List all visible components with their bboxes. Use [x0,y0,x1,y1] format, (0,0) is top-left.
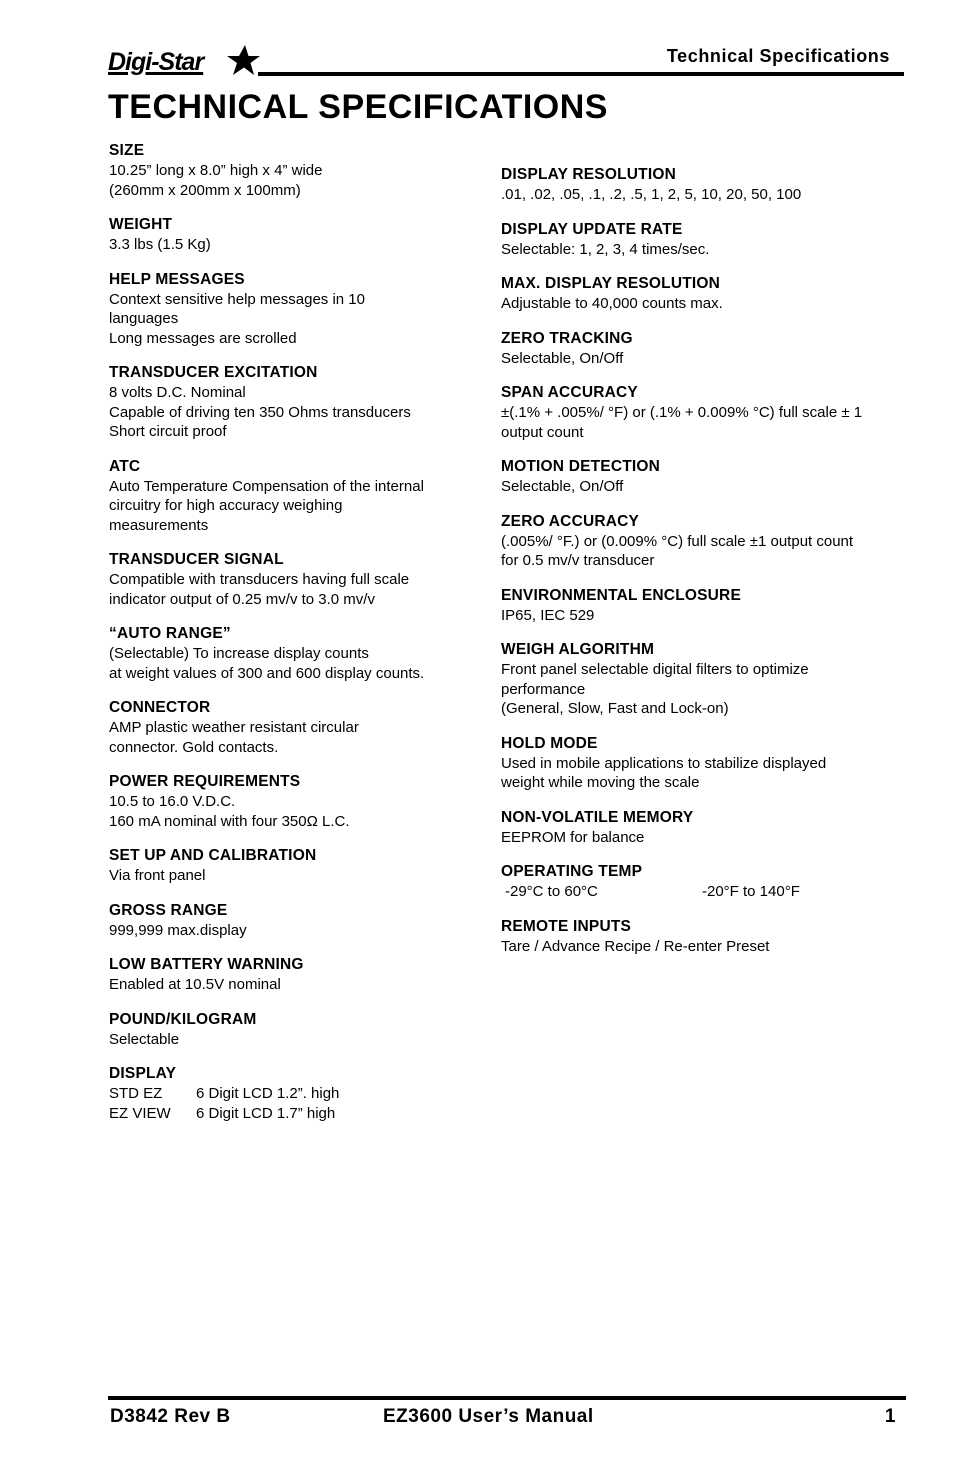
spec-non-volatile-memory [501,808,921,848]
spec-pound-kilogram [109,1010,489,1050]
spec-title: WEIGH ALGORITHM [501,641,655,658]
spec-transducer-excitation [109,363,489,442]
spec-line: (Selectable) To increase display counts [109,645,369,662]
spec-line: 10.25” long x 8.0” high x 4” wide [109,162,323,179]
spec-help-messages [109,270,489,349]
spec-line: weight while moving the scale [501,774,700,791]
left-spec-column [109,141,489,1123]
spec-title: MAX. DISPLAY RESOLUTION [501,275,721,292]
display-desc: 6 Digit LCD 1.2”. high [196,1085,340,1102]
spec-line: Selectable, On/Off [501,349,624,367]
spec-line: AMP plastic weather resistant circular [109,719,359,736]
spec-line: measurements [109,516,209,534]
footer-rule [108,1396,906,1400]
spec-line: (General, Slow, Fast and Lock-on) [501,700,729,717]
spec-title: ENVIRONMENTAL ENCLOSURE [501,586,741,604]
spec-line: 160 mA nominal with four 350Ω L.C. [109,812,350,830]
spec-operating-temp [501,862,921,902]
spec-line: Tare / Advance Recipe / Re-enter Preset [501,937,770,955]
spec-line: Capable of driving ten 350 Ohms transducers [109,403,411,421]
spec-line: Auto Temperature Compensation of the internal [109,477,424,495]
spec-line: IP65, IEC 529 [501,606,595,624]
spec-display-update-rate [501,220,921,260]
spec-title: DISPLAY [109,1065,177,1082]
spec-title: ZERO ACCURACY [501,512,640,530]
logo-text: Digi-Star [108,48,204,76]
spec-connector [109,698,489,757]
spec-line: 8 volts D.C. Nominal [109,384,246,401]
spec-environmental-enclosure [501,586,921,626]
spec-auto-range [109,624,489,683]
spec-title: DISPLAY RESOLUTION [501,166,676,183]
spec-line: output count [501,423,584,441]
spec-size [109,141,489,200]
spec-line: languages [109,310,179,327]
spec-weigh-algorithm [501,640,921,719]
spec-title: GROSS RANGE [109,901,228,919]
spec-line: Adjustable to 40,000 counts max. [501,295,723,312]
spec-remote-inputs [501,917,921,957]
spec-title: MOTION DETECTION [501,458,661,475]
spec-title: ATC [109,457,141,475]
spec-line: Used in mobile applications to stabilize displayed [501,754,827,772]
spec-title: NON-VOLATILE MEMORY [501,808,694,826]
spec-span-accuracy [501,383,921,442]
spec-line: Context sensitive help messages in 10 [109,290,365,308]
spec-line: EEPROM for balance [501,828,645,846]
spec-line: indicator output of 0.25 mv/v to 3.0 mv/v [109,590,375,608]
display-model: EZ VIEW [109,1104,171,1122]
spec-title: SPAN ACCURACY [501,384,638,401]
spec-gross-range [109,901,489,941]
temp-celsius: -29°C to 60°C [505,883,598,900]
spec-title: OPERATING TEMP [501,863,643,880]
spec-line: Selectable, On/Off [501,478,624,495]
display-desc: 6 Digit LCD 1.7” high [196,1104,336,1122]
spec-low-battery-warning [109,955,489,995]
spec-title: WEIGHT [109,216,173,233]
temp-fahrenheit: -20°F to 140°F [702,883,800,900]
page-footer [108,1396,906,1432]
digi-star-logo [108,48,203,77]
spec-max-display-resolution [501,274,921,314]
spec-line: Via front panel [109,867,206,884]
spec-title: POWER REQUIREMENTS [109,773,301,790]
spec-title: “AUTO RANGE” [109,625,231,642]
manual-title: EZ3600 User’s Manual [383,1406,594,1427]
spec-display [109,1064,489,1123]
spec-line: Short circuit proof [109,423,227,440]
spec-set-up-and-calibration [109,846,489,886]
spec-line: 10.5 to 16.0 V.D.C. [109,793,236,810]
spec-display-resolution [501,165,921,205]
spec-title: POUND/KILOGRAM [109,1010,257,1028]
spec-title: DISPLAY UPDATE RATE [501,220,683,238]
spec-line: Front panel selectable digital filters to optimize [501,661,809,678]
spec-motion-detection [501,457,921,497]
spec-line: 999,999 max.display [109,921,247,939]
star-icon [226,44,260,78]
display-row-std-ez [109,1084,489,1104]
spec-line: .01, .02, .05, .1, .2, .5, 1, 2, 5, 10, 20, 50, 100 [501,186,802,203]
spec-title: HOLD MODE [501,734,598,752]
spec-line: for 0.5 mv/v transducer [501,552,655,569]
spec-line: circuitry for high accuracy weighing [109,497,343,514]
spec-line: Long messages are scrolled [109,329,297,347]
display-model: STD EZ [109,1085,163,1102]
temp-row [501,882,921,902]
spec-weight [109,215,489,255]
spec-line: performance [501,680,586,698]
spec-title: TRANSDUCER SIGNAL [109,551,284,568]
spec-power-requirements [109,772,489,831]
display-row-ez-view [109,1104,489,1124]
spec-zero-accuracy [501,512,921,571]
spec-title: SIZE [109,142,145,159]
spec-atc [109,457,489,536]
spec-transducer-signal [109,550,489,609]
spec-title: SET UP AND CALIBRATION [109,847,317,864]
spec-line: ±(.1% + .005%/ °F) or (.1% + 0.009% °C) full scale ± 1 [501,404,863,421]
spec-title: HELP MESSAGES [109,270,245,288]
spec-line: 3.3 lbs (1.5 Kg) [109,236,211,253]
spec-line: (.005%/ °F.) or (0.009% °C) full scale ±1 output count [501,532,854,550]
spec-title: TRANSDUCER EXCITATION [109,364,318,381]
header-section-title: Technical Specifications [666,46,890,66]
header-rule [258,72,904,76]
spec-hold-mode [501,734,921,793]
spec-line: Enabled at 10.5V nominal [109,976,281,993]
spec-title: LOW BATTERY WARNING [109,956,304,973]
spec-title: CONNECTOR [109,699,211,716]
spec-line: Compatible with transducers having full scale [109,571,410,588]
doc-number: D3842 Rev B [110,1406,231,1427]
page-title: TECHNICAL SPECIFICATIONS [108,88,608,126]
right-spec-column [501,165,921,956]
spec-line: Selectable: 1, 2, 3, 4 times/sec. [501,240,710,258]
spec-line: at weight values of 300 and 600 display counts. [109,664,425,682]
spec-zero-tracking [501,329,921,369]
spec-line: connector. Gold contacts. [109,738,279,756]
page-header [108,42,904,82]
spec-line: (260mm x 200mm x 100mm) [109,181,301,199]
spec-line: Selectable [109,1030,180,1048]
spec-title: REMOTE INPUTS [501,917,632,935]
spec-title: ZERO TRACKING [501,329,633,347]
page-number: 1 [884,1406,896,1427]
